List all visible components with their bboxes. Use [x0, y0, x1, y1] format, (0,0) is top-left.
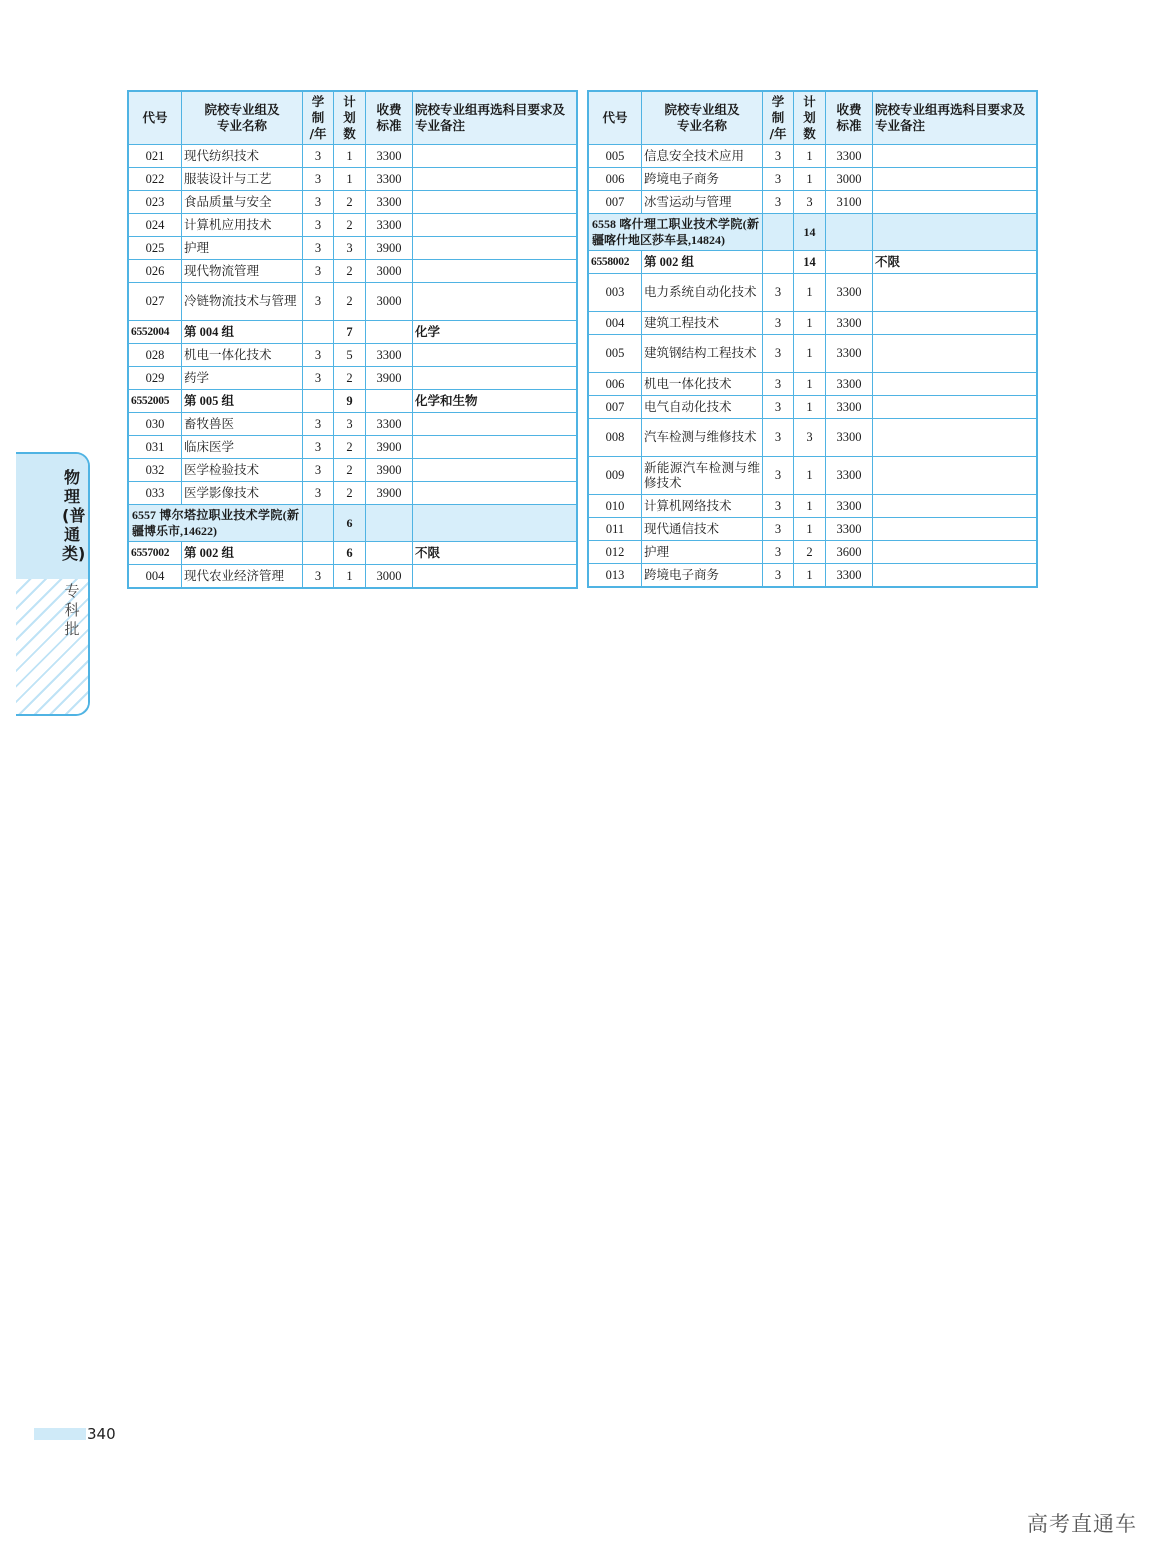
years-cell: 3 [303, 145, 334, 168]
plan-cell: 1 [794, 274, 826, 312]
name-cell: 汽车检测与维修技术 [642, 419, 763, 457]
fee-cell: 3300 [826, 457, 873, 495]
major-row [589, 495, 1037, 518]
code-cell: 007 [589, 396, 642, 419]
plan-cell: 14 [794, 251, 826, 274]
name-cell: 跨境电子商务 [642, 564, 763, 587]
school-name-cell: 6558 喀什理工职业技术学院(新疆喀什地区莎车县,14824) [589, 214, 763, 251]
code-cell: 010 [589, 495, 642, 518]
fee-cell [366, 390, 413, 413]
major-row [589, 191, 1037, 214]
note-cell [413, 214, 577, 237]
fee-cell: 3000 [366, 260, 413, 283]
name-cell: 第 002 组 [642, 251, 763, 274]
years-cell: 3 [303, 565, 334, 588]
fee-cell: 3000 [366, 565, 413, 588]
plan-cell: 1 [794, 396, 826, 419]
plan-cell: 9 [334, 390, 366, 413]
note-cell [413, 413, 577, 436]
code-cell: 009 [589, 457, 642, 495]
name-cell: 现代通信技术 [642, 518, 763, 541]
note-cell: 不限 [873, 251, 1037, 274]
years-cell: 3 [303, 168, 334, 191]
note-cell [413, 367, 577, 390]
header-years [303, 92, 334, 145]
code-cell: 023 [129, 191, 182, 214]
note-cell [413, 145, 577, 168]
code-cell: 029 [129, 367, 182, 390]
name-cell: 服装设计与工艺 [182, 168, 303, 191]
plan-cell: 1 [794, 168, 826, 191]
years-cell: 3 [763, 518, 794, 541]
plan-cell: 1 [794, 335, 826, 373]
years-cell: 3 [763, 335, 794, 373]
note-cell [873, 145, 1037, 168]
major-row [129, 168, 577, 191]
plan-cell: 2 [334, 260, 366, 283]
major-row [129, 237, 577, 260]
fee-cell: 3300 [826, 274, 873, 312]
name-cell: 食品质量与安全 [182, 191, 303, 214]
header-note: 院校专业组再选科目要求及专业备注 [413, 92, 577, 145]
header-years-text: 学 制 /年 [309, 94, 327, 141]
fee-cell: 3900 [366, 367, 413, 390]
page-number: 340 [87, 1425, 116, 1443]
major-row [129, 367, 577, 390]
fee-cell: 3000 [826, 168, 873, 191]
major-row [589, 396, 1037, 419]
code-cell: 026 [129, 260, 182, 283]
plan-cell: 1 [334, 145, 366, 168]
side-tab-category: 物理(普通类) [62, 468, 86, 563]
fee-cell: 3900 [366, 459, 413, 482]
name-cell: 现代纺织技术 [182, 145, 303, 168]
plan-cell: 2 [334, 214, 366, 237]
header-plan [794, 92, 826, 145]
code-cell: 003 [589, 274, 642, 312]
years-cell: 3 [303, 191, 334, 214]
fee-cell: 3300 [366, 344, 413, 367]
code-cell: 6552004 [129, 321, 182, 344]
fee-cell: 3300 [826, 335, 873, 373]
fee-cell: 3100 [826, 191, 873, 214]
years-cell: 3 [303, 413, 334, 436]
years-cell [763, 251, 794, 274]
name-cell: 临床医学 [182, 436, 303, 459]
group-row [129, 390, 577, 413]
header-code: 代号 [129, 92, 182, 145]
header-name-text: 院校专业组及 专业名称 [664, 102, 740, 133]
header-plan-text: 计 划 数 [803, 94, 816, 141]
note-cell [873, 495, 1037, 518]
table-body-left [129, 145, 577, 588]
code-cell: 006 [589, 373, 642, 396]
note-cell: 不限 [413, 542, 577, 565]
name-cell: 机电一体化技术 [642, 373, 763, 396]
code-cell: 022 [129, 168, 182, 191]
header-fee-text: 收费 标准 [836, 102, 862, 133]
name-cell: 现代农业经济管理 [182, 565, 303, 588]
plan-cell: 1 [794, 564, 826, 587]
years-cell [303, 321, 334, 344]
code-cell: 005 [589, 145, 642, 168]
empty-cell [763, 214, 794, 251]
plan-cell: 1 [794, 145, 826, 168]
name-cell: 药学 [182, 367, 303, 390]
note-cell [873, 518, 1037, 541]
years-cell: 3 [763, 373, 794, 396]
note-cell [413, 565, 577, 588]
fee-cell: 3900 [366, 237, 413, 260]
years-cell: 3 [763, 419, 794, 457]
fee-cell [366, 542, 413, 565]
major-row [589, 335, 1037, 373]
header-years-text: 学 制 /年 [769, 94, 787, 141]
note-cell [413, 191, 577, 214]
note-cell [873, 396, 1037, 419]
note-cell [413, 168, 577, 191]
empty-cell [303, 505, 334, 542]
code-cell: 032 [129, 459, 182, 482]
header-fee-text: 收费 标准 [376, 102, 402, 133]
years-cell [303, 390, 334, 413]
empty-cell [826, 214, 873, 251]
major-row [129, 283, 577, 321]
years-cell: 3 [763, 541, 794, 564]
years-cell: 3 [303, 260, 334, 283]
fee-cell: 3300 [366, 413, 413, 436]
note-cell: 化学 [413, 321, 577, 344]
years-cell: 3 [303, 283, 334, 321]
name-cell: 电气自动化技术 [642, 396, 763, 419]
school-row [129, 505, 577, 542]
major-row [589, 564, 1037, 587]
fee-cell: 3300 [826, 312, 873, 335]
name-cell: 医学检验技术 [182, 459, 303, 482]
table-body-right [589, 145, 1037, 587]
major-row [129, 191, 577, 214]
group-row [589, 251, 1037, 274]
note-cell [413, 283, 577, 321]
name-cell: 冷链物流技术与管理 [182, 283, 303, 321]
school-plan-cell: 14 [794, 214, 826, 251]
code-cell: 030 [129, 413, 182, 436]
header-fee [826, 92, 873, 145]
group-row [129, 321, 577, 344]
plan-cell: 2 [334, 482, 366, 505]
major-row [589, 457, 1037, 495]
name-cell: 畜牧兽医 [182, 413, 303, 436]
name-cell: 第 004 组 [182, 321, 303, 344]
header-code: 代号 [589, 92, 642, 145]
major-row [129, 214, 577, 237]
school-name-cell: 6557 博尔塔拉职业技术学院(新疆博乐市,14622) [129, 505, 303, 542]
years-cell [303, 542, 334, 565]
code-cell: 6558002 [589, 251, 642, 274]
fee-cell: 3300 [826, 396, 873, 419]
empty-cell [366, 505, 413, 542]
major-row [129, 565, 577, 588]
code-cell: 6557002 [129, 542, 182, 565]
code-cell: 005 [589, 335, 642, 373]
note-cell [873, 312, 1037, 335]
name-cell: 信息安全技术应用 [642, 145, 763, 168]
years-cell: 3 [763, 396, 794, 419]
empty-cell [413, 505, 577, 542]
plan-cell: 3 [794, 419, 826, 457]
years-cell: 3 [303, 237, 334, 260]
major-row [129, 482, 577, 505]
plan-cell: 1 [794, 495, 826, 518]
fee-cell: 3900 [366, 482, 413, 505]
years-cell: 3 [763, 168, 794, 191]
fee-cell: 3300 [826, 145, 873, 168]
plan-cell: 5 [334, 344, 366, 367]
fee-cell: 3300 [366, 145, 413, 168]
years-cell: 3 [303, 436, 334, 459]
name-cell: 跨境电子商务 [642, 168, 763, 191]
name-cell: 护理 [642, 541, 763, 564]
code-cell: 024 [129, 214, 182, 237]
plan-cell: 1 [794, 373, 826, 396]
name-cell: 建筑钢结构工程技术 [642, 335, 763, 373]
header-fee [366, 92, 413, 145]
major-row [589, 274, 1037, 312]
major-row [129, 260, 577, 283]
note-cell [413, 459, 577, 482]
note-cell [413, 237, 577, 260]
major-row [129, 413, 577, 436]
fee-cell: 3300 [826, 495, 873, 518]
fee-cell: 3300 [366, 168, 413, 191]
name-cell: 第 002 组 [182, 542, 303, 565]
years-cell: 3 [763, 145, 794, 168]
plan-cell: 2 [334, 436, 366, 459]
fee-cell [826, 251, 873, 274]
major-row [589, 518, 1037, 541]
side-tab-batch: 专科批 [64, 582, 80, 638]
code-cell: 025 [129, 237, 182, 260]
plan-cell: 3 [334, 237, 366, 260]
major-row [129, 145, 577, 168]
plan-cell: 1 [794, 518, 826, 541]
fee-cell: 3000 [366, 283, 413, 321]
major-row [589, 168, 1037, 191]
fee-cell: 3300 [826, 373, 873, 396]
school-plan-cell: 6 [334, 505, 366, 542]
header-note: 院校专业组再选科目要求及专业备注 [873, 92, 1037, 145]
code-cell: 007 [589, 191, 642, 214]
note-cell [413, 482, 577, 505]
plan-cell: 2 [334, 367, 366, 390]
name-cell: 医学影像技术 [182, 482, 303, 505]
header-plan-text: 计 划 数 [343, 94, 356, 141]
note-cell [873, 541, 1037, 564]
years-cell: 3 [303, 344, 334, 367]
header-years [763, 92, 794, 145]
major-row [129, 344, 577, 367]
plan-cell: 2 [334, 191, 366, 214]
code-cell: 004 [129, 565, 182, 588]
plan-cell: 1 [794, 312, 826, 335]
fee-cell: 3300 [826, 419, 873, 457]
years-cell: 3 [303, 482, 334, 505]
major-row [589, 419, 1037, 457]
major-row [589, 145, 1037, 168]
note-cell [873, 168, 1037, 191]
note-cell [873, 335, 1037, 373]
header-name [182, 92, 303, 145]
name-cell: 计算机应用技术 [182, 214, 303, 237]
code-cell: 021 [129, 145, 182, 168]
fee-cell: 3300 [366, 214, 413, 237]
years-cell: 3 [763, 191, 794, 214]
plan-cell: 7 [334, 321, 366, 344]
watermark: 高考直通车 [1027, 1512, 1137, 1536]
header-name [642, 92, 763, 145]
name-cell: 建筑工程技术 [642, 312, 763, 335]
plan-cell: 1 [794, 457, 826, 495]
admission-plan-table-left [128, 91, 577, 588]
plan-cell: 3 [334, 413, 366, 436]
code-cell: 013 [589, 564, 642, 587]
name-cell: 电力系统自动化技术 [642, 274, 763, 312]
table-header-row [129, 92, 577, 145]
note-cell [873, 457, 1037, 495]
plan-cell: 6 [334, 542, 366, 565]
years-cell: 3 [303, 367, 334, 390]
note-cell [873, 191, 1037, 214]
code-cell: 011 [589, 518, 642, 541]
fee-cell: 3300 [826, 518, 873, 541]
note-cell [873, 564, 1037, 587]
years-cell: 3 [763, 564, 794, 587]
major-row [129, 459, 577, 482]
plan-cell: 2 [334, 283, 366, 321]
plan-cell: 2 [334, 459, 366, 482]
empty-cell [873, 214, 1037, 251]
code-cell: 033 [129, 482, 182, 505]
code-cell: 031 [129, 436, 182, 459]
plan-cell: 3 [794, 191, 826, 214]
table-header-row [589, 92, 1037, 145]
major-row [589, 312, 1037, 335]
fee-cell: 3300 [366, 191, 413, 214]
admission-plan-table-right [588, 91, 1037, 587]
note-cell [873, 373, 1037, 396]
note-cell [873, 419, 1037, 457]
fee-cell: 3600 [826, 541, 873, 564]
name-cell: 冰雪运动与管理 [642, 191, 763, 214]
code-cell: 028 [129, 344, 182, 367]
major-row [589, 373, 1037, 396]
name-cell: 现代物流管理 [182, 260, 303, 283]
note-cell: 化学和生物 [413, 390, 577, 413]
years-cell: 3 [763, 495, 794, 518]
note-cell [413, 344, 577, 367]
code-cell: 004 [589, 312, 642, 335]
major-row [129, 436, 577, 459]
name-cell: 新能源汽车检测与维修技术 [642, 457, 763, 495]
name-cell: 机电一体化技术 [182, 344, 303, 367]
code-cell: 006 [589, 168, 642, 191]
code-cell: 012 [589, 541, 642, 564]
code-cell: 027 [129, 283, 182, 321]
note-cell [413, 436, 577, 459]
code-cell: 6552005 [129, 390, 182, 413]
plan-cell: 1 [334, 565, 366, 588]
note-cell [873, 274, 1037, 312]
plan-cell: 1 [334, 168, 366, 191]
years-cell: 3 [763, 274, 794, 312]
side-section-tab [16, 452, 90, 716]
header-plan [334, 92, 366, 145]
header-name-text: 院校专业组及 专业名称 [204, 102, 280, 133]
years-cell: 3 [303, 214, 334, 237]
group-row [129, 542, 577, 565]
fee-cell [366, 321, 413, 344]
years-cell: 3 [303, 459, 334, 482]
school-row [589, 214, 1037, 251]
code-cell: 008 [589, 419, 642, 457]
fee-cell: 3900 [366, 436, 413, 459]
name-cell: 计算机网络技术 [642, 495, 763, 518]
name-cell: 护理 [182, 237, 303, 260]
page-number-bar [34, 1428, 86, 1440]
note-cell [413, 260, 577, 283]
major-row [589, 541, 1037, 564]
name-cell: 第 005 组 [182, 390, 303, 413]
fee-cell: 3300 [826, 564, 873, 587]
plan-cell: 2 [794, 541, 826, 564]
years-cell: 3 [763, 312, 794, 335]
years-cell: 3 [763, 457, 794, 495]
